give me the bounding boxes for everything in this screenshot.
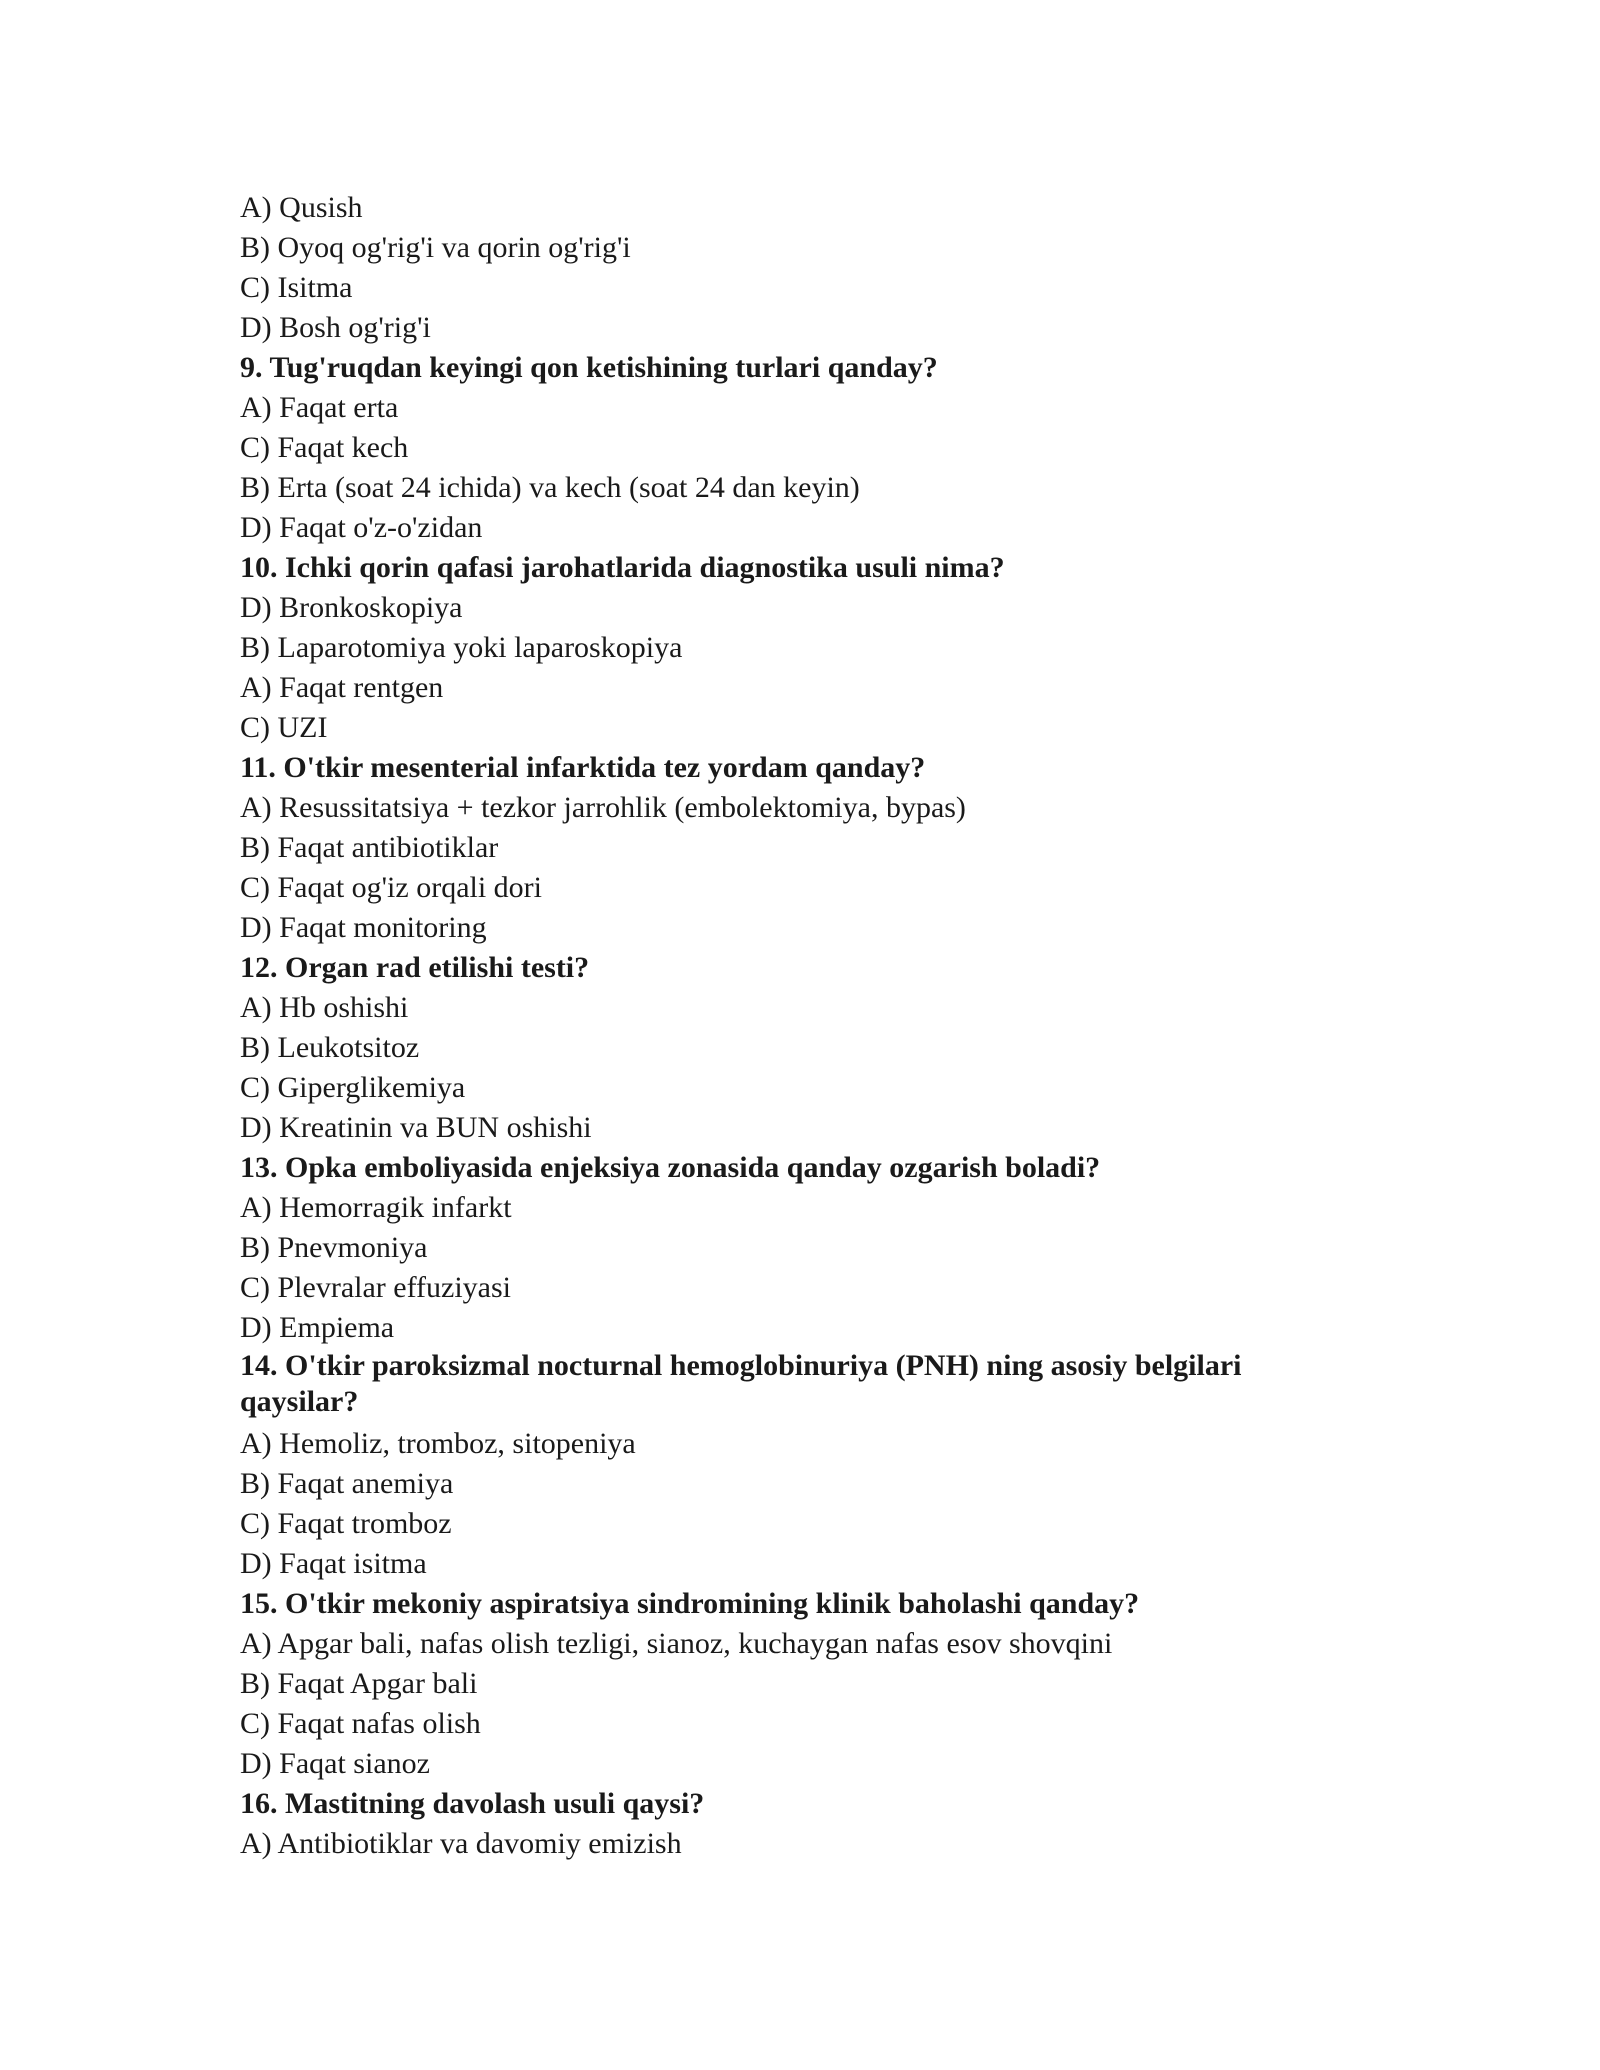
answer-option: B) Faqat antibiotiklar — [240, 831, 499, 864]
answer-option: D) Bosh og'rig'i — [240, 311, 431, 344]
answer-option: A) Hb oshishi — [240, 991, 409, 1024]
answer-option: B) Faqat anemiya — [240, 1467, 454, 1500]
question-14: 14. O'tkir paroksizmal nocturnal hemoglobinuriya (PNH) ning asosiy belgilari qaysilar? — [240, 1349, 1242, 1418]
answer-option: A) Apgar bali, nafas olish tezligi, sianoz, kuchaygan nafas esov shovqini — [240, 1627, 1113, 1660]
question-13: 13. Opka emboliyasida enjeksiya zonasida qanday ozgarish boladi? — [240, 1151, 1101, 1184]
question-11: 11. O'tkir mesenterial infarktida tez yordam qanday? — [240, 751, 926, 784]
answer-option: D) Empiema — [240, 1311, 395, 1344]
question-16: 16. Mastitning davolash usuli qaysi? — [240, 1787, 705, 1820]
answer-option: C) Isitma — [240, 271, 353, 304]
answer-option: A) Faqat rentgen — [240, 671, 444, 704]
answer-option: C) Giperglikemiya — [240, 1071, 466, 1104]
question-10: 10. Ichki qorin qafasi jarohatlarida diagnostika usuli nima? — [240, 551, 1005, 584]
answer-option: B) Oyoq og'rig'i va qorin og'rig'i — [240, 231, 631, 264]
answer-option: B) Laparotomiya yoki laparoskopiya — [240, 631, 683, 664]
answer-option: D) Faqat isitma — [240, 1547, 427, 1580]
answer-option: A) Hemorragik infarkt — [240, 1191, 512, 1224]
answer-option: B) Leukotsitoz — [240, 1031, 420, 1064]
answer-option: D) Faqat sianoz — [240, 1747, 430, 1780]
answer-option: D) Faqat monitoring — [240, 911, 487, 944]
answer-option: C) Faqat nafas olish — [240, 1707, 481, 1740]
answer-option: A) Faqat erta — [240, 391, 399, 424]
document-page — [240, 188, 1360, 1864]
answer-option: D) Faqat o'z-o'zidan — [240, 511, 483, 544]
answer-option: D) Kreatinin va BUN oshishi — [240, 1111, 592, 1144]
answer-option: D) Bronkoskopiya — [240, 591, 463, 624]
answer-option: C) Faqat kech — [240, 431, 409, 464]
answer-option: C) UZI — [240, 711, 328, 744]
answer-option: A) Resussitatsiya + tezkor jarrohlik (embolektomiya, bypas) — [240, 791, 966, 824]
question-15: 15. O'tkir mekoniy aspiratsiya sindromining klinik baholashi qanday? — [240, 1587, 1140, 1620]
answer-option: B) Faqat Apgar bali — [240, 1667, 478, 1700]
question-12: 12. Organ rad etilishi testi? — [240, 951, 590, 984]
question-9: 9. Tug'ruqdan keyingi qon ketishining turlari qanday? — [240, 351, 938, 384]
answer-option: C) Faqat og'iz orqali dori — [240, 871, 543, 904]
answer-option: A) Hemoliz, tromboz, sitopeniya — [240, 1427, 636, 1460]
answer-option: C) Faqat tromboz — [240, 1507, 452, 1540]
answer-option: C) Plevralar effuziyasi — [240, 1271, 512, 1304]
answer-option: B) Pnevmoniya — [240, 1231, 428, 1264]
answer-option: A) Antibiotiklar va davomiy emizish — [240, 1827, 682, 1860]
answer-option: B) Erta (soat 24 ichida) va kech (soat 24 dan keyin) — [240, 471, 860, 504]
answer-option: A) Qusish — [240, 191, 363, 224]
